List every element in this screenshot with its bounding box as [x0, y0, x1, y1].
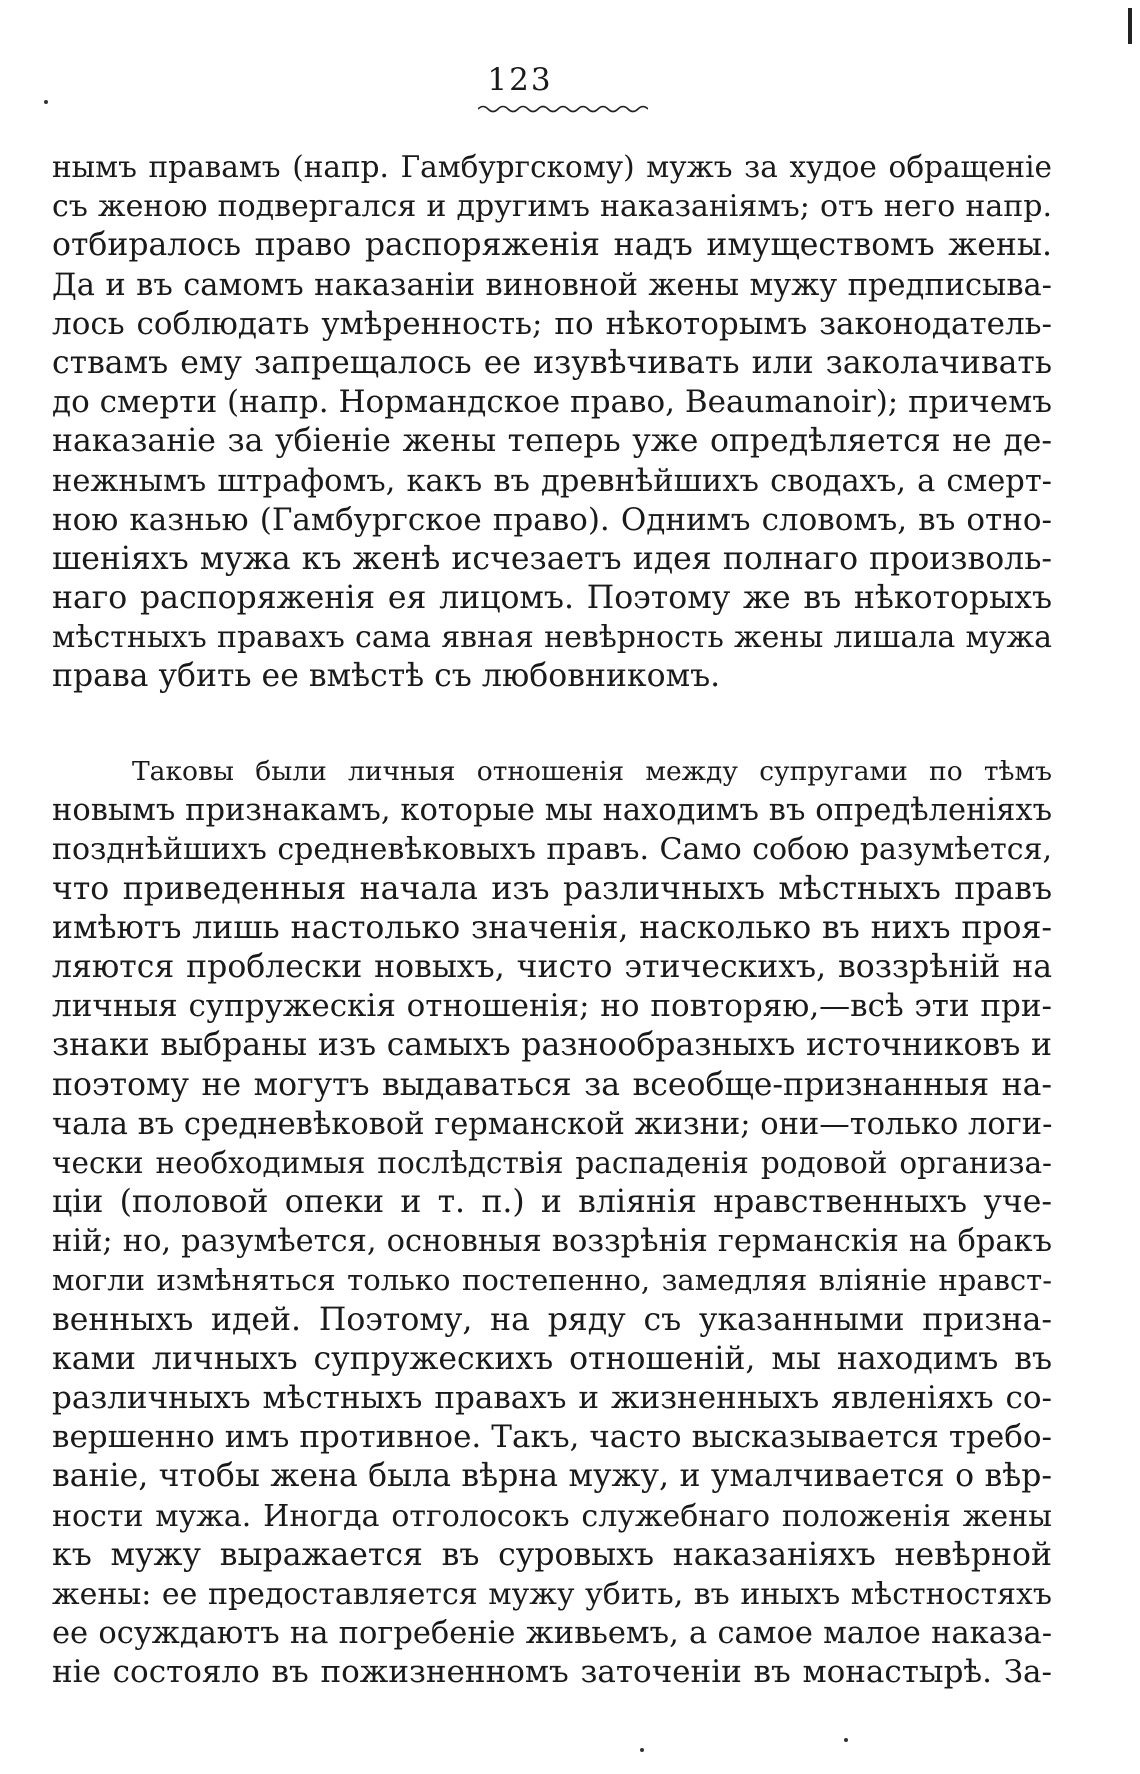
paragraph-2 — [52, 752, 1052, 1693]
text-line: Таковы были личныя отношенія между супругами по тѣмъ — [132, 756, 1052, 787]
text-line: отбиралось право распоряженія надъ имуществомъ жены. — [52, 227, 1052, 264]
text-line: позднѣйшихъ средневѣковыхъ правъ. Само собою разумѣется, — [52, 832, 1052, 868]
wavy-rule-ornament — [478, 103, 648, 115]
text-line: Да и въ самомъ наказаніи виновной жены мужу предписыва- — [52, 267, 1052, 303]
text-line: права убить ее вмѣстѣ съ любовникомъ. — [52, 658, 721, 695]
text-line: къ мужу выражается въ суровыхъ наказаніяхъ невѣрной — [52, 1536, 1052, 1573]
text-line: ляются проблески новыхъ, чисто этическихъ, воззрѣній на — [52, 948, 1052, 985]
text-line: до смерти (напр. Нормандское право, Beaumanoir); причемъ — [52, 384, 1052, 421]
text-line: что приведенныя начала изъ различныхъ мѣстныхъ правъ — [52, 870, 1052, 907]
text-line: знаки выбраны изъ самыхъ разнообразныхъ источниковъ и — [52, 1027, 1052, 1064]
paragraph-1 — [52, 148, 1052, 697]
scan-speck — [844, 1738, 848, 1742]
text-line: могли измѣняться только постепенно, замедляя вліяніе нравст- — [52, 1263, 1052, 1298]
text-line: ній; но, разумѣется, основныя воззрѣнія германскія на бракъ — [52, 1224, 1052, 1260]
text-line: лось соблюдать умѣренность; по нѣкоторымъ законодатель- — [52, 305, 1052, 342]
text-line: наказаніе за убіеніе жены теперь уже опредѣляется не де- — [52, 423, 1052, 460]
text-line: шеніяхъ мужа къ женѣ исчезаетъ идея полнаго произволь- — [52, 540, 1052, 577]
text-line: вершенно имъ противное. Такъ, часто высказывается требо- — [52, 1419, 1052, 1456]
text-line: мѣстныхъ правахъ сама явная невѣрность жены лишала мужа — [52, 620, 1052, 656]
text-line: съ женою подвергался и другимъ наказаніямъ; отъ него напр. — [52, 189, 1052, 225]
text-line: наго распоряженія ея лицомъ. Поэтому же въ нѣкоторыхъ — [52, 580, 1052, 617]
text-line: нымъ правамъ (напр. Гамбургскому) мужъ за худое обращеніе — [52, 150, 1052, 184]
text-line: различныхъ мѣстныхъ правахъ и жизненныхъ явленіяхъ со- — [52, 1380, 1052, 1416]
text-line: ности мужа. Иногда отголосокъ служебнаго положенія жены — [52, 1498, 1052, 1534]
scan-edge-mark — [1128, 8, 1132, 44]
text-line: чески необходимыя послѣдствія распаденія родовой организа- — [52, 1145, 1052, 1180]
scan-speck — [44, 100, 48, 104]
text-line: чала въ средневѣковой германской жизни; они—только логи- — [52, 1106, 1053, 1142]
text-line: ціи (половой опеки и т. п.) и вліянія нравственныхъ уче- — [52, 1184, 1052, 1221]
text-line: ніе состояло въ пожизненномъ заточеніи въ монастырѣ. За- — [52, 1654, 1052, 1691]
text-line: ками личныхъ супружескихъ отношеній, мы находимъ въ — [52, 1340, 1052, 1377]
scan-speck — [640, 1748, 644, 1752]
text-line: ствамъ ему запрещалось ее изувѣчивать или заколачивать — [52, 344, 1052, 381]
text-line: поэтому не могутъ выдаваться за всеобще-признанныя на- — [52, 1066, 1052, 1103]
page-number: 123 — [487, 62, 553, 98]
text-line: новымъ признакамъ, которые мы находимъ въ опредѣленіяхъ — [52, 793, 1052, 829]
text-line: ее осуждаютъ на погребеніе живьемъ, а самое малое наказа- — [52, 1616, 1052, 1652]
text-line: ною казнью (Гамбургское право). Однимъ словомъ, въ отно- — [52, 501, 1052, 538]
text-line: имѣютъ лишь настолько значенія, насколько въ нихъ проя- — [52, 909, 1052, 946]
text-line: нежнымъ штрафомъ, какъ въ древнѣйшихъ сводахъ, а смерт- — [52, 463, 1052, 499]
text-line: личныя супружескія отношенія; но повторяю,—всѣ эти при- — [52, 988, 1052, 1025]
text-line: жены: ее предоставляется мужу убить, въ иныхъ мѣстностяхъ — [52, 1576, 1052, 1612]
text-line: ваніе, чтобы жена была вѣрна мужу, и умалчивается о вѣр- — [52, 1458, 1052, 1495]
text-line: венныхъ идей. Поэтому, на ряду съ указанными призна- — [52, 1301, 1052, 1338]
